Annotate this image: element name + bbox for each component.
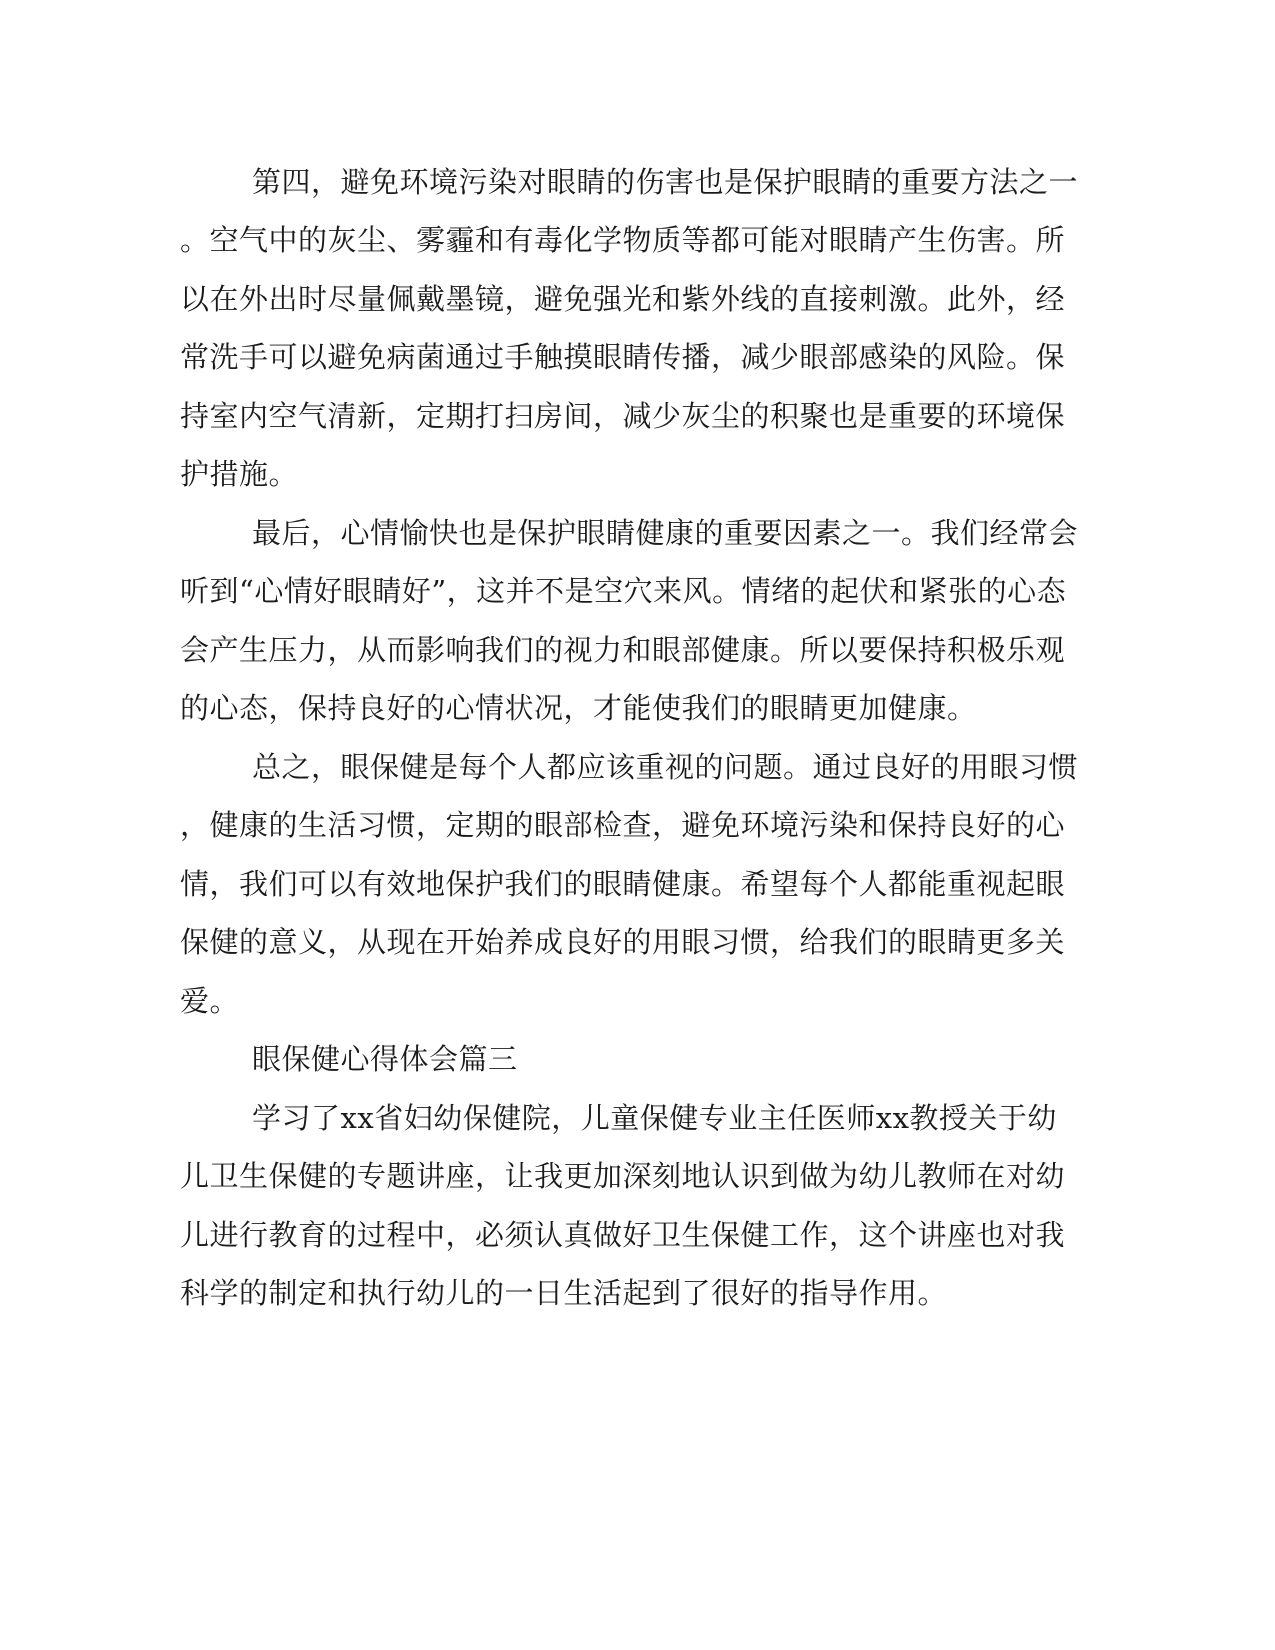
paragraph-1-line-3: 以在外出时尽量佩戴墨镜，避免强光和紫外线的直接刺激。此外，经: [180, 282, 1066, 316]
paragraph-1-line-6: 护措施。: [180, 457, 299, 491]
paragraph-1-line-4: 常洗手可以避免病菌通过手触摸眼睛传播，减少眼部感染的风险。保: [180, 340, 1066, 374]
paragraph-2-line-4: 的心态，保持良好的心情状况，才能使我们的眼睛更加健康。: [180, 691, 977, 725]
paragraph-1-line-5: 持室内空气清新，定期打扫房间，减少灰尘的积聚也是重要的环境保: [180, 399, 1066, 433]
paragraph-3-line-2: ，健康的生活习惯，定期的眼部检查，避免环境污染和保持良好的心: [180, 808, 1066, 842]
paragraph-2-line-2: 听到“心情好眼睛好”，这并不是空穴来风。情绪的起伏和紧张的心态: [180, 574, 1067, 608]
paragraph-2-line-1: 最后，心情愉快也是保护眼睛健康的重要因素之一。我们经常会: [252, 516, 1079, 550]
paragraph-5-line-3: 儿进行教育的过程中，必须认真做好卫生保健工作，这个讲座也对我: [180, 1218, 1066, 1252]
paragraph-5-line-1: 学习了xx省妇幼保健院，儿童保健专业主任医师xx教授关于幼: [252, 1101, 1057, 1135]
paragraph-2-line-3: 会产生压力，从而影响我们的视力和眼部健康。所以要保持积极乐观: [180, 633, 1066, 667]
paragraph-3-line-5: 爱。: [180, 984, 240, 1018]
paragraph-3-line-4: 保健的意义，从现在开始养成良好的用眼习惯，给我们的眼睛更多关: [180, 925, 1066, 959]
paragraph-5-line-4: 科学的制定和执行幼儿的一日生活起到了很好的指导作用。: [180, 1276, 948, 1310]
section-heading: 眼保健心得体会篇三: [252, 1042, 518, 1076]
paragraph-3-line-1: 总之，眼保健是每个人都应该重视的问题。通过良好的用眼习惯: [252, 750, 1079, 784]
paragraph-1-line-1: 第四，避免环境污染对眼睛的伤害也是保护眼睛的重要方法之一: [252, 165, 1079, 199]
paragraph-3-line-3: 情，我们可以有效地保护我们的眼睛健康。希望每个人都能重视起眼: [180, 867, 1066, 901]
paragraph-1-line-2: 。空气中的灰尘、雾霾和有毒化学物质等都可能对眼睛产生伤害。所: [180, 223, 1066, 257]
paragraph-5-line-2: 儿卫生保健的专题讲座，让我更加深刻地认识到做为幼儿教师在对幼: [180, 1159, 1066, 1193]
